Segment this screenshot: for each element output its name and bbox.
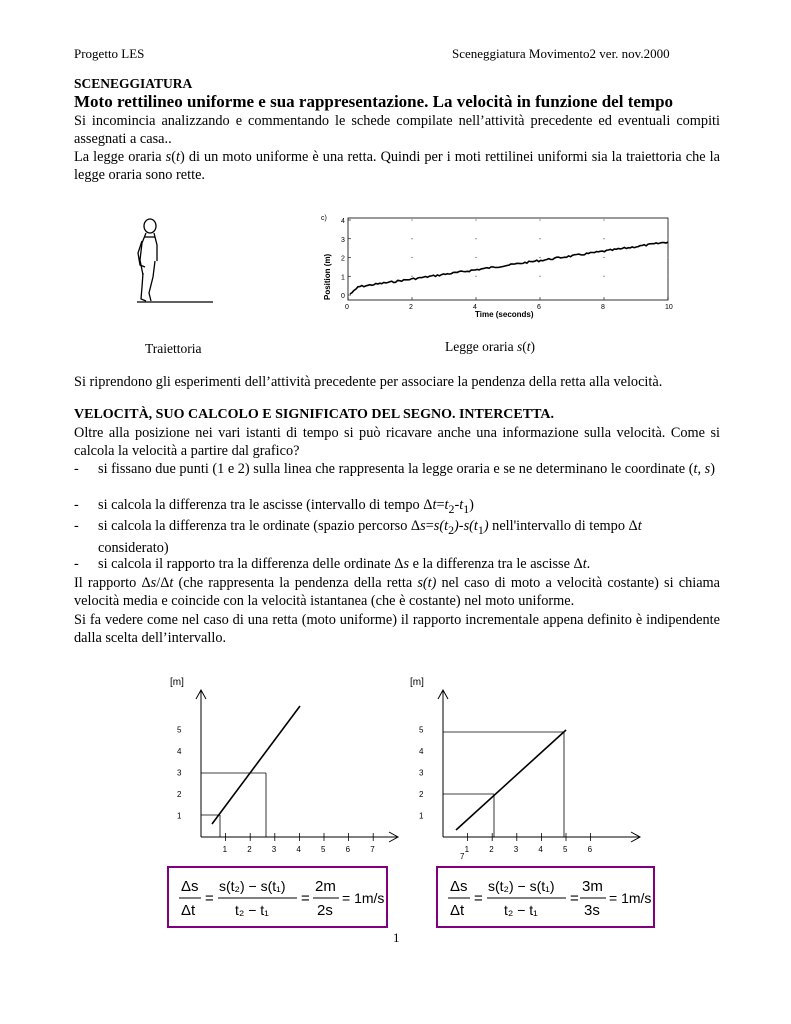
plot-xtick-label: 6 (537, 304, 541, 311)
position-data-line (350, 242, 668, 294)
graph-right-law-line (456, 730, 566, 830)
caption-legge-oraria: Legge oraria s(t) (445, 339, 535, 354)
gr-ytick-label: 2 (419, 790, 424, 799)
gl-xtick-label: 4 (296, 845, 301, 854)
formula-left-denominator: t₂ − t₁ (235, 902, 269, 918)
formula-right-delta-t: Δt (450, 902, 465, 919)
walking-man-figure (125, 215, 220, 307)
section2-paragraph-3: Si fa vedere come nel caso di una retta (moto uniforme) il rapporto incrementale appena definito è indipendente dalla scelta dell’intervallo. (74, 612, 720, 646)
intro-paragraph-2: La legge oraria s(t) di un moto uniforme è una retta. Quindi per i moti rettilinei uniformi sia la traiettoria che la legge oraria sono rette. (74, 149, 720, 183)
svg-text:=: = (301, 890, 310, 907)
position-time-plot (315, 210, 685, 325)
plot-xtick-label: 4 (473, 304, 477, 311)
graph-right (400, 672, 650, 862)
gr-xtick-label: 6 (587, 845, 593, 854)
header-right: Sceneggiatura Movimento2 ver. nov.2000 (452, 46, 670, 61)
formula-right-3s: 3s (584, 902, 600, 919)
bullet-4: - si calcola il rapporto tra la differenza delle ordinate Δs e la differenza tra le ascisse Δt. (74, 556, 591, 572)
formula-right-delta-s: Δs (450, 878, 468, 895)
gr-xtick-label: 2 (489, 845, 494, 854)
gr-xtick-label: 5 (563, 845, 568, 854)
plot-ytick-label: 3 (341, 236, 345, 244)
plot-frame (348, 218, 668, 300)
gl-xtick-label: 5 (321, 845, 326, 854)
gl-xtick-label: 7 (370, 845, 375, 854)
plot-xtick-label: 8 (601, 304, 605, 311)
gl-xtick-label: 2 (247, 845, 252, 854)
section-label: SCENEGGIATURA (74, 76, 193, 91)
formula-left-2m: 2m (315, 878, 336, 895)
plot-ytick-label: 0 (341, 293, 345, 300)
formula-left-result: = 1m/s (342, 890, 385, 906)
formula-box-right (436, 866, 655, 928)
svg-text:=: = (474, 890, 483, 907)
section2-paragraph-1: Oltre alla posizione nei vari istanti di tempo si può ricavare anche una informazione sulla velocità. Come si calcola la velocità a partire dal grafico? (74, 425, 720, 459)
graph-left (160, 672, 410, 862)
formula-left-numerator: s(t₂) − s(t₁) (219, 878, 286, 894)
gl-ytick-label: 4 (177, 747, 182, 756)
gr-xtick-label: 4 (538, 845, 543, 854)
formula-left-delta-t: Δt (181, 902, 196, 919)
gr-ytick-label: 1 (419, 811, 424, 821)
bullet-3: - si calcola la differenza tra le ordinate (spazio percorso $\Delta s=s(t_2)-s(t_1)$ nell'intervallo di tempo Δt considerato) (74, 518, 642, 556)
intro-paragraph-1: Si incomincia analizzando e commentando le schede compilate nell’attività precedente ed eventuali compiti assegnati a casa.. (74, 113, 720, 147)
plot-ytick-label: 1 (341, 274, 345, 282)
gr-ytick-label: 3 (419, 768, 424, 778)
plot-xtick-label: 10 (665, 304, 673, 311)
page-title: Moto rettilineo uniforme e sua rappresentazione. La velocità in funzione del tempo (74, 92, 674, 111)
formula-right-numerator: s(t₂) − s(t₁) (488, 878, 555, 894)
gl-xtick-label: 6 (345, 845, 351, 854)
graph-left-unit: [m] (170, 677, 184, 688)
resume-paragraph: Si riprendono gli esperimenti dell’attività precedente per associare la pendenza della retta alla velocità. (74, 374, 663, 390)
plot-ytick-label: 2 (341, 255, 345, 263)
graph-left-law-line (212, 706, 300, 824)
formula-left-2s: 2s (317, 902, 333, 919)
gl-xtick-label: 1 (222, 845, 228, 854)
gl-xtick-label: 3 (271, 845, 277, 854)
plot-xtick-label: 0 (345, 304, 349, 311)
gl-ytick-label: 1 (177, 811, 182, 821)
gr-xtick-label: 3 (513, 845, 519, 854)
formula-right-3m: 3m (582, 878, 603, 895)
header-left: Progetto LES (74, 46, 145, 61)
bullet-2: - si calcola la differenza tra le ascisse (intervallo di tempo $\Delta t=t_2-t_1$) (74, 497, 474, 516)
gl-ytick-label: 3 (177, 768, 182, 778)
formula-left-delta-s: Δs (181, 878, 199, 895)
gr-ytick-label: 5 (419, 725, 424, 735)
svg-text:=: = (205, 890, 214, 907)
gl-ytick-label: 5 (177, 725, 182, 735)
bullet-1: - si fissano due punti (1 e 2) sulla linea che rappresenta la legge oraria e se ne determinano le coordinate (t, s) (74, 461, 715, 477)
formula-box-left (167, 866, 388, 928)
section2-heading: VELOCITÀ, SUO CALCOLO E SIGNIFICATO DEL SEGNO. INTERCETTA. (74, 407, 554, 422)
formula-right-result: = 1m/s (609, 890, 652, 906)
svg-text:=: = (570, 890, 579, 907)
page-number: 1 (393, 930, 400, 945)
gl-ytick-label: 2 (177, 790, 182, 799)
plot-xtick-label: 2 (409, 304, 413, 311)
graph-right-unit: [m] (410, 677, 424, 688)
gr-ytick-label: 4 (419, 747, 424, 756)
plot-ytick-label: 4 (341, 218, 345, 225)
caption-traiettoria: Traiettoria (145, 341, 202, 356)
formula-right-denominator: t₂ − t₁ (504, 902, 538, 918)
section2-paragraph-2: Il rapporto Δs/Δt (che rappresenta la pendenza della retta s(t) nel caso di moto a velocità costante) si chiama velocità media e coincide con la velocità istantanea (che è costante) nel moto uniforme. (74, 575, 721, 609)
plot-xlabel: Time (seconds) (475, 310, 534, 319)
plot-corner-label: c) (321, 215, 327, 222)
gr-xtick-label: 1 (464, 845, 470, 854)
graph-right-extra-tick: 7 (460, 852, 465, 861)
plot-ylabel: Position (m) (323, 253, 332, 300)
